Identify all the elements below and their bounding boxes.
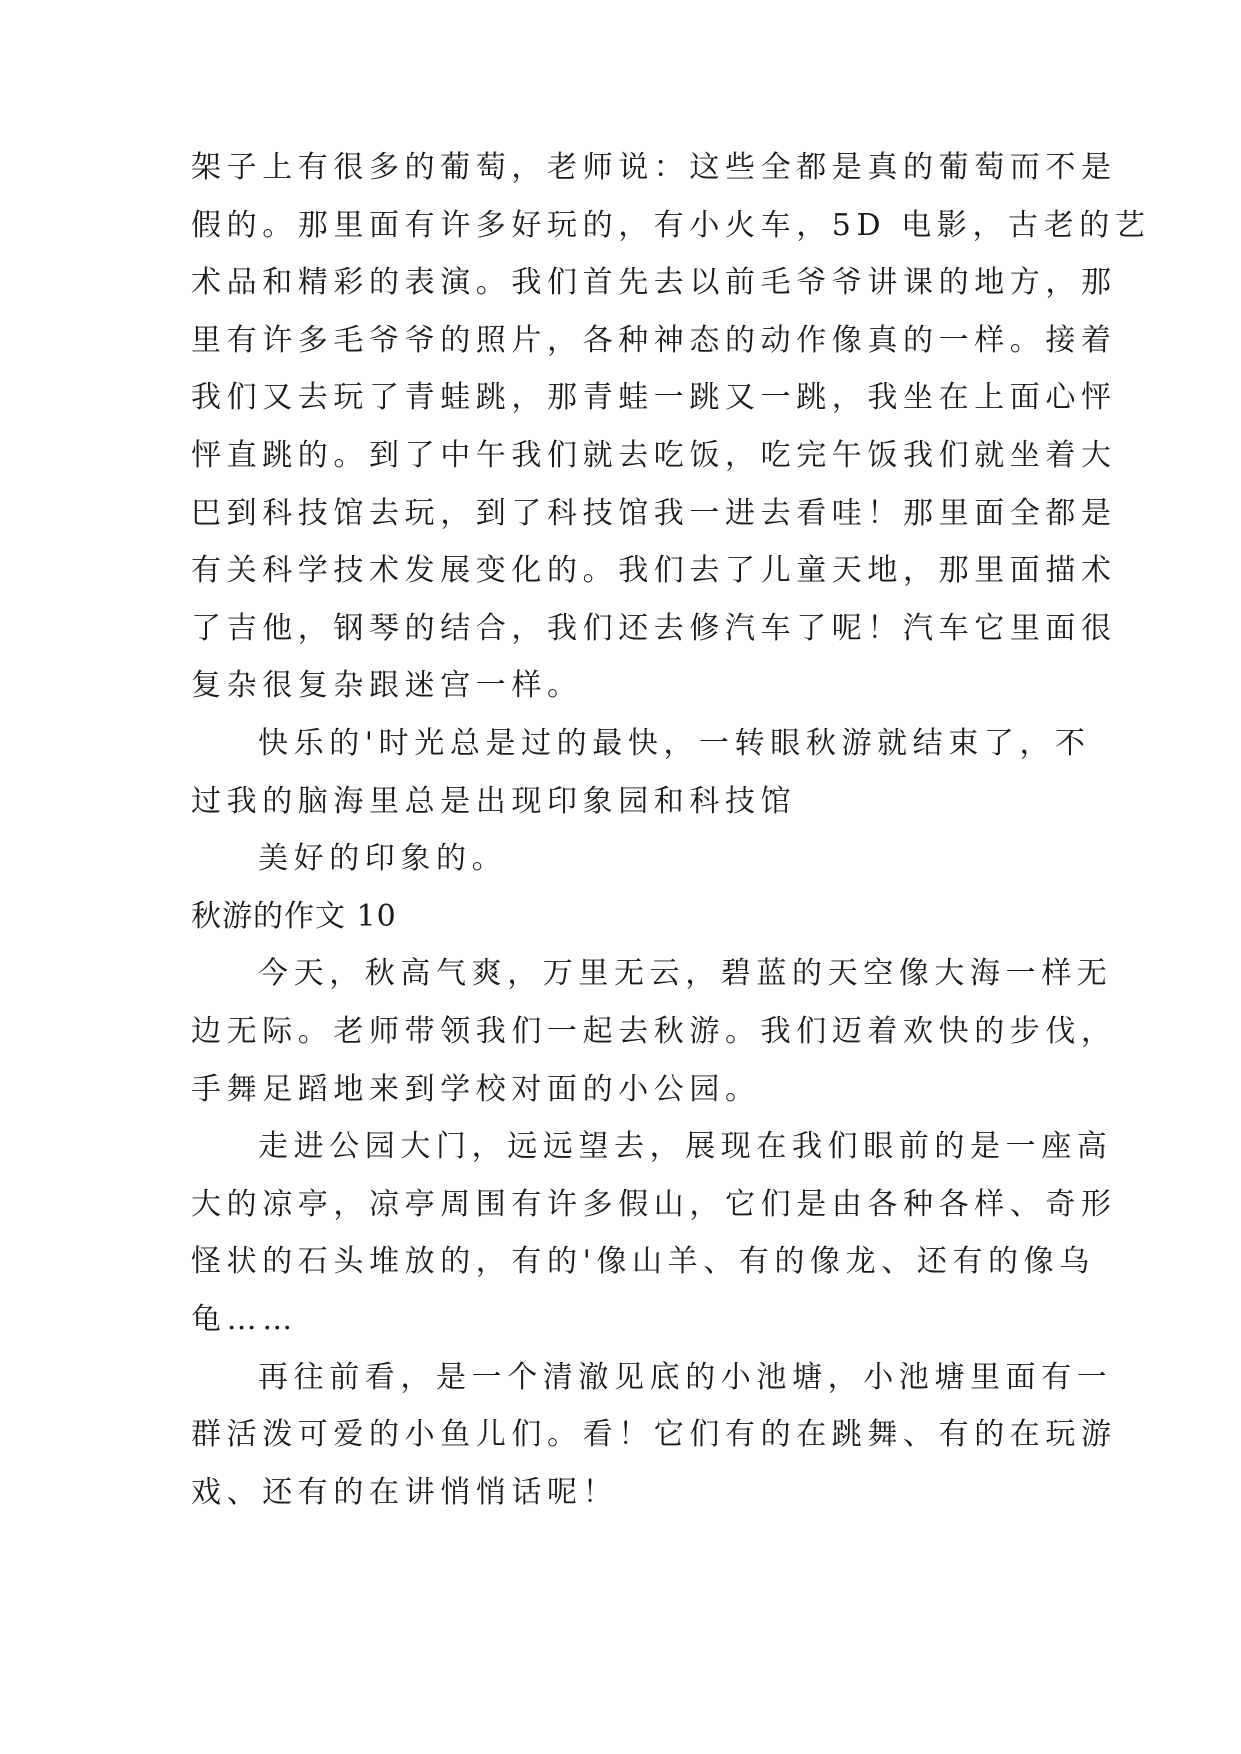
text-line: 大的凉亭，凉亭周围有许多假山，它们是由各种各样、奇形 [191,1187,1117,1222]
text-line: 群活泼可爱的小鱼儿们。看！它们有的在跳舞、有的在玩游 [191,1417,1117,1452]
text-line: 架子上有很多的葡萄，老师说：这些全都是真的葡萄而不是 [191,150,1117,185]
text-line: 术品和精彩的表演。我们首先去以前毛爷爷讲课的地方，那 [191,265,1117,300]
paragraph-first-line: 快乐的'时光总是过的最快，一转眼秋游就结束了，不 [258,726,1091,761]
essay-title: 秋游的作文 10 [191,899,397,934]
text-line: 复杂很复杂跟迷宫一样。 [191,668,583,703]
paragraph-first-line: 今天，秋高气爽，万里无云，碧蓝的天空像大海一样无 [258,956,1113,991]
text-line: 怪状的石头堆放的，有的'像山羊、有的像龙、还有的像乌 [191,1244,1095,1279]
text-line: 里有许多毛爷爷的照片，各种神态的动作像真的一样。接着 [191,323,1117,358]
text-line: 怦直跳的。到了中午我们就去吃饭，吃完午饭我们就坐着大 [191,438,1117,473]
text-line: 巴到科技馆去玩，到了科技馆我一进去看哇！那里面全都是 [191,496,1117,531]
text-line: 手舞足蹈地来到学校对面的小公园。 [191,1072,761,1107]
text-line: 过我的脑海里总是出现印象园和科技馆 [191,784,797,819]
text-line: 有关科学技术发展变化的。我们去了儿童天地，那里面描术 [191,553,1117,588]
text-line: 戏、还有的在讲悄悄话呢！ [191,1475,619,1510]
text-line: 龟…… [191,1302,298,1337]
text-line: 我们又去玩了青蛙跳，那青蛙一跳又一跳，我坐在上面心怦 [191,380,1117,415]
text-line: 假的。那里面有许多好玩的，有小火车，5D 电影，古老的艺 [191,208,1151,243]
paragraph-first-line: 美好的印象的。 [258,841,508,876]
text-line: 边无际。老师带领我们一起去秋游。我们迈着欢快的步伐， [191,1014,1117,1049]
text-line: 了吉他，钢琴的结合，我们还去修汽车了呢！汽车它里面很 [191,611,1117,646]
paragraph-first-line: 再往前看，是一个清澈见底的小池塘，小池塘里面有一 [258,1360,1113,1395]
paragraph-first-line: 走进公园大门，远远望去，展现在我们眼前的是一座高 [258,1129,1113,1164]
